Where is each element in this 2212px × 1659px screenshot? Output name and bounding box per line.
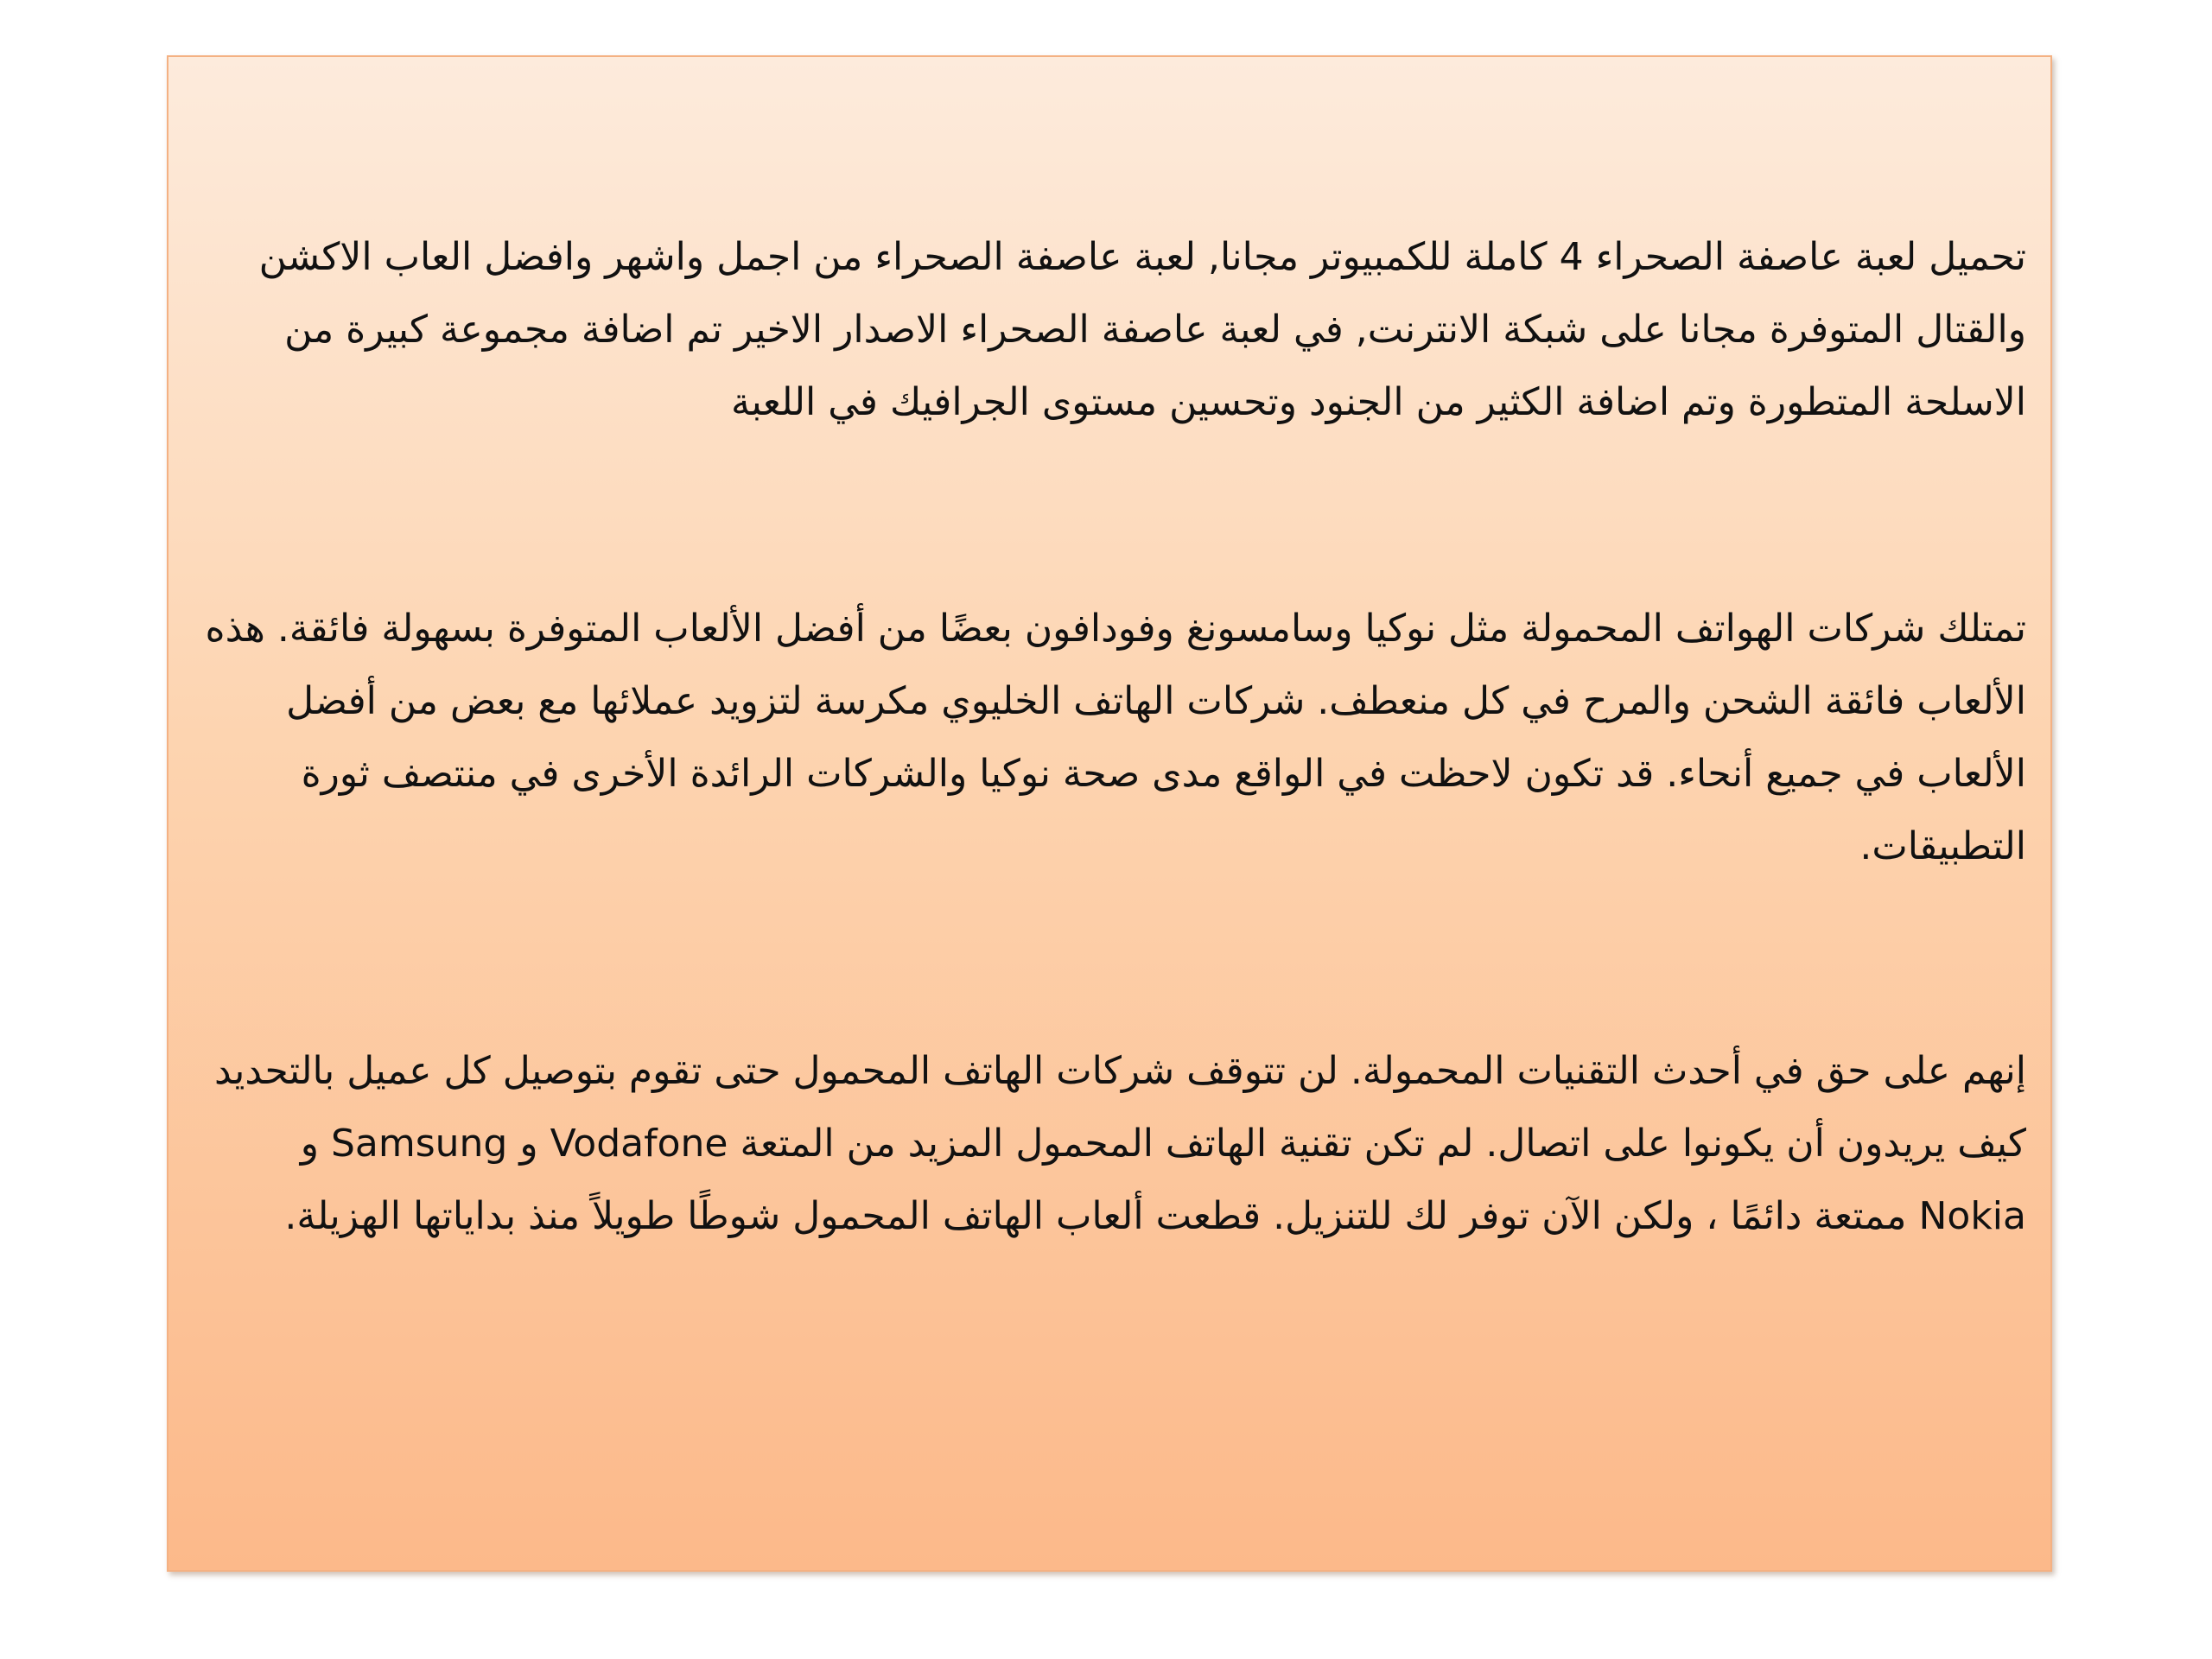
paragraph-desert-storm: تحميل لعبة عاصفة الصحراء 4 كاملة للكمبيوتر مجانا, لعبة عاصفة الصحراء من اجمل واشهر وافضل العاب الاكشن والقتال المتوفرة مجانا على شبكة الانترنت, في لعبة عاصفة الصحراء الاصدار الاخير تم اضافة مجموعة كبيرة من الاسلحة المتطورة وتم اضافة الكثير من الجنود وتحسين مستوى الجرافيك في اللعبة [258,235,2026,424]
paragraph-mobile-companies: تمتلك شركات الهواتف المحمولة مثل نوكيا وسامسونغ وفودافون بعضًا من أفضل الألعاب المتوفرة بسهولة فائقة. هذه الألعاب فائقة الشحن والمرح في كل منعطف. شركات الهاتف الخليوي مكرسة لتزويد عملائها مع بعض من أفضل الألعاب في جميع أنحاء. قد تكون لاحظت في الواقع مدى صحة نوكيا والشركات الرائدة الأخرى في منتصف ثورة التطبيقات. [205,607,2026,868]
paragraph-spacer [203,439,2026,593]
paragraph-mobile-technology: إنهم على حق في أحدث التقنيات المحمولة. لن تتوقف شركات الهاتف المحمول حتى تقوم بتوصيل كل عميل بالتحديد كيف يريدون أن يكونوا على اتصال. لم تكن تقنية الهاتف المحمول المزيد من المتعة Vodafone و Samsung و Nokia ممتعة دائمًا ، ولكن الآن توفر لك للتنزيل. قطعت ألعاب الهاتف المحمول شوطًا طويلاً منذ بداياتها الهزيلة. [214,1049,2026,1238]
paragraph-spacer [203,883,2026,1035]
text-box [167,55,2052,1572]
